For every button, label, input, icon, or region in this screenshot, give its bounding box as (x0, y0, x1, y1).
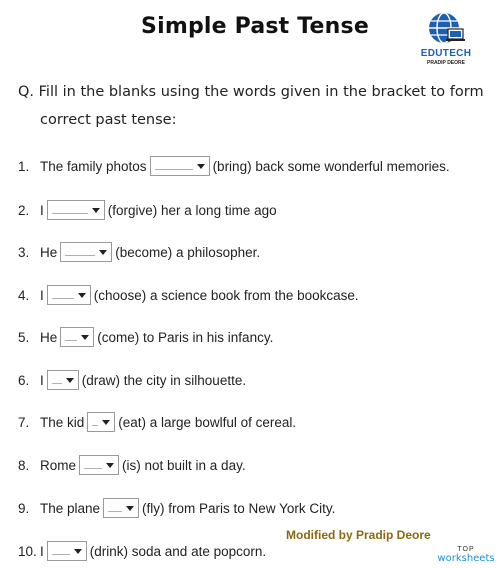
item-text-before: The family photos (40, 158, 147, 174)
chevron-down-icon (126, 506, 134, 511)
item-text-after: (choose) a science book from the bookcase. (93, 287, 359, 303)
exercise-item-4 (18, 283, 359, 307)
chevron-down-icon (81, 335, 89, 340)
exercise-item-3 (18, 240, 260, 264)
item-text-after: (bring) back some wonderful memories. (212, 158, 450, 174)
answer-dropdown[interactable] (87, 412, 115, 432)
badge-name-text: worksheets (437, 553, 495, 564)
item-text-before: Rome (40, 457, 77, 473)
item-text-before: I (40, 287, 44, 303)
exercise-item-5 (18, 325, 273, 349)
item-number: 5. (18, 329, 30, 345)
chevron-down-icon (102, 420, 110, 425)
exercise-item-8 (18, 453, 246, 477)
item-text-after: (eat) a large bowlful of cereal. (118, 414, 297, 430)
item-text-after: (draw) the city in silhouette. (81, 372, 247, 388)
page-title: Simple Past Tense (141, 14, 369, 39)
logo-sub-text: PRADIP DEORE (427, 60, 465, 66)
chevron-down-icon (78, 293, 86, 298)
topworksheets-badge (436, 545, 496, 563)
chevron-down-icon (92, 208, 100, 213)
item-text-before: He (40, 244, 58, 260)
item-number: 3. (18, 244, 30, 260)
chevron-down-icon (74, 549, 82, 554)
globe-laptop-icon (426, 12, 466, 48)
logo-brand-text: EDUTECH (420, 48, 472, 59)
item-text-before: The plane (40, 500, 101, 516)
edutech-logo (418, 12, 474, 68)
answer-dropdown[interactable] (150, 156, 210, 176)
question-line2: correct past tense: (40, 112, 177, 128)
item-number: 1. (18, 158, 30, 174)
chevron-down-icon (99, 250, 107, 255)
exercise-item-1 (18, 154, 450, 178)
item-text-after: (forgive) her a long time ago (107, 202, 277, 218)
item-number: 9. (18, 500, 30, 516)
exercise-item-7 (18, 410, 296, 434)
item-number: 8. (18, 457, 30, 473)
item-number: 4. (18, 287, 30, 303)
answer-dropdown[interactable] (103, 498, 139, 518)
answer-dropdown[interactable] (47, 285, 91, 305)
answer-dropdown[interactable] (47, 370, 79, 390)
item-text-before: I (40, 202, 44, 218)
item-text-before: I (40, 543, 44, 559)
answer-dropdown[interactable] (60, 242, 112, 262)
exercise-item-9 (18, 496, 335, 520)
chevron-down-icon (66, 378, 74, 383)
item-text-after: (become) a philosopher. (115, 244, 261, 260)
exercise-item-10 (18, 539, 266, 563)
question-line1: Fill in the blanks using the words given in the bracket to form (38, 84, 484, 100)
chevron-down-icon (106, 463, 114, 468)
item-number: 10. (18, 543, 37, 559)
item-text-before: The kid (40, 414, 85, 430)
exercise-item-6 (18, 368, 246, 392)
question-prefix: Q. (18, 84, 35, 100)
item-text-after: (fly) from Paris to New York City. (142, 500, 336, 516)
item-text-after: (drink) soda and ate popcorn. (89, 543, 267, 559)
item-number: 2. (18, 202, 30, 218)
item-number: 6. (18, 372, 30, 388)
item-text-after: (is) not built in a day. (122, 457, 246, 473)
item-text-before: I (40, 372, 44, 388)
exercise-item-2 (18, 198, 277, 222)
badge-top-text: TOP (457, 546, 475, 553)
answer-dropdown[interactable] (79, 455, 119, 475)
item-text-before: He (40, 329, 58, 345)
modified-by-credit: Modified by Pradip Deore (286, 528, 431, 542)
answer-dropdown[interactable] (47, 541, 87, 561)
answer-dropdown[interactable] (60, 327, 94, 347)
question-instructions (18, 78, 488, 134)
answer-dropdown[interactable] (47, 200, 105, 220)
item-number: 7. (18, 414, 30, 430)
item-text-after: (come) to Paris in his infancy. (97, 329, 274, 345)
chevron-down-icon (197, 164, 205, 169)
